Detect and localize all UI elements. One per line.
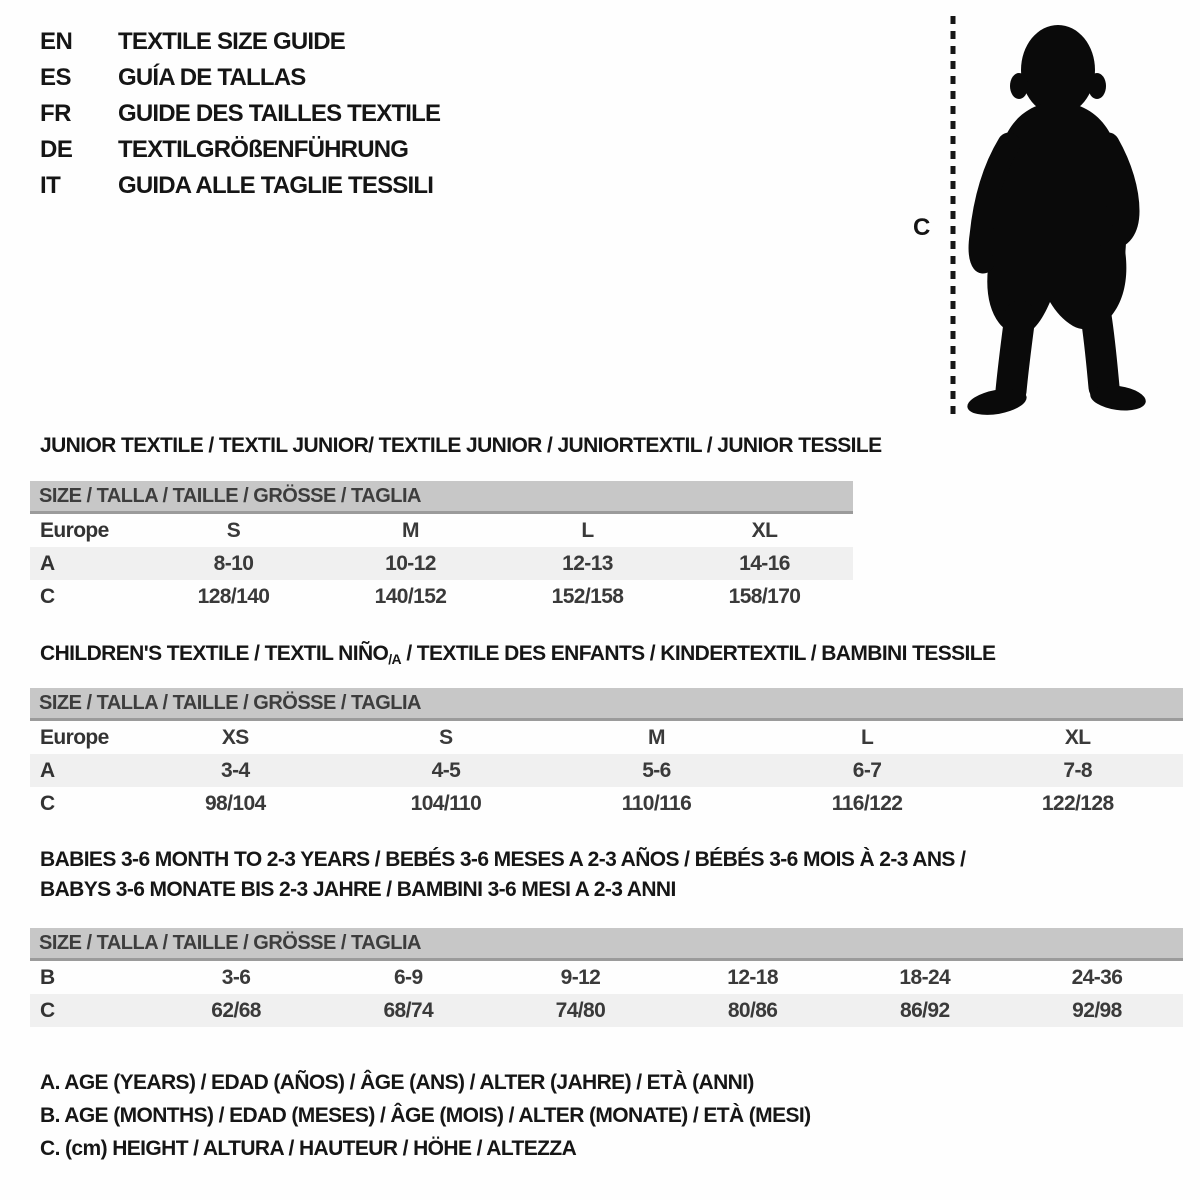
table-cell: 3-4 bbox=[221, 758, 250, 782]
table-cell: XS bbox=[221, 725, 249, 749]
table-cell: 12-18 bbox=[727, 965, 778, 989]
table-cell: 98/104 bbox=[204, 791, 266, 815]
table-cell: 158/170 bbox=[728, 584, 801, 608]
table-cell: XL bbox=[1064, 725, 1091, 749]
table-cell: 24-36 bbox=[1071, 965, 1123, 989]
row-label: B bbox=[40, 965, 55, 989]
size-header-bar: SIZE / TALLA / TAILLE / GRÖSSE / TAGLIA bbox=[30, 928, 1183, 961]
language-code: DE bbox=[40, 136, 73, 163]
table-cell: 14-16 bbox=[739, 551, 790, 575]
table-cell: 18-24 bbox=[899, 965, 951, 989]
table-cell: 6-7 bbox=[852, 758, 882, 782]
row-label: A bbox=[40, 758, 55, 782]
table-cell: 116/122 bbox=[831, 791, 903, 815]
guide-title: GUIDE DES TAILLES TEXTILE bbox=[118, 100, 441, 127]
junior-section-title: JUNIOR TEXTILE / TEXTIL JUNIOR/ TEXTILE JUNIOR / JUNIORTEXTIL / JUNIOR TESSILE bbox=[40, 434, 882, 457]
table-row bbox=[30, 754, 1183, 787]
table-cell: 62/68 bbox=[211, 998, 261, 1022]
row-label: C bbox=[40, 584, 55, 608]
table-row bbox=[30, 580, 853, 613]
babies-size-table bbox=[30, 928, 1183, 1027]
table-row bbox=[30, 514, 853, 547]
measure-c-label: C bbox=[913, 214, 931, 241]
legend bbox=[40, 1066, 811, 1165]
table-cell: 8-10 bbox=[213, 551, 254, 575]
table-cell: L bbox=[860, 725, 874, 749]
table-cell: 12-13 bbox=[562, 551, 613, 575]
language-row bbox=[40, 24, 440, 60]
babies-title-line2: BABYS 3-6 MONATE BIS 2-3 JAHRE / BAMBINI 3-6 MESI A 2-3 ANNI bbox=[40, 878, 676, 901]
row-label: A bbox=[40, 551, 55, 575]
table-row bbox=[30, 994, 1183, 1027]
babies-section-title bbox=[40, 845, 965, 905]
table-cell: 122/128 bbox=[1041, 791, 1114, 815]
size-header-bar: SIZE / TALLA / TAILLE / GRÖSSE / TAGLIA bbox=[30, 688, 1183, 721]
guide-title: TEXTILE SIZE GUIDE bbox=[118, 28, 345, 55]
table-cell: 92/98 bbox=[1072, 998, 1122, 1022]
row-label: C bbox=[40, 791, 55, 815]
table-cell: L bbox=[581, 518, 594, 542]
table-cell: XL bbox=[751, 518, 778, 542]
table-cell: 4-5 bbox=[431, 758, 461, 782]
guide-title: GUÍA DE TALLAS bbox=[118, 64, 306, 91]
height-measure-figure bbox=[905, 10, 1155, 420]
table-row bbox=[30, 787, 1183, 820]
table-cell: 5-6 bbox=[642, 758, 671, 782]
language-row bbox=[40, 60, 440, 96]
children-section-title bbox=[40, 642, 995, 667]
guide-title: TEXTILGRÖßENFÜHRUNG bbox=[118, 136, 409, 163]
legend-line-a: A. AGE (YEARS) / EDAD (AÑOS) / ÂGE (ANS) / ALTER (JAHRE) / ETÀ (ANNI) bbox=[40, 1071, 754, 1094]
language-code: IT bbox=[40, 172, 61, 199]
children-size-table bbox=[30, 688, 1183, 820]
table-cell: 74/80 bbox=[555, 998, 606, 1022]
children-title-subscript: /A bbox=[388, 651, 402, 667]
table-cell: 86/92 bbox=[899, 998, 950, 1022]
table-cell: 128/140 bbox=[197, 584, 270, 608]
table-cell: 104/110 bbox=[410, 791, 482, 815]
language-code: EN bbox=[40, 28, 73, 55]
language-header bbox=[40, 24, 440, 204]
size-header-bar: SIZE / TALLA / TAILLE / GRÖSSE / TAGLIA bbox=[30, 481, 853, 514]
babies-title-line1: BABIES 3-6 MONTH TO 2-3 YEARS / BEBÉS 3-6 MESES A 2-3 AÑOS / BÉBÉS 3-6 MOIS À 2-3 ANS / bbox=[40, 848, 966, 871]
table-cell: 80/86 bbox=[727, 998, 778, 1022]
table-row bbox=[30, 547, 853, 580]
row-label: Europe bbox=[40, 518, 109, 542]
children-title-prefix: CHILDREN'S TEXTILE / TEXTIL NIÑO bbox=[40, 642, 389, 665]
table-cell: S bbox=[439, 725, 453, 749]
language-code: ES bbox=[40, 64, 72, 91]
junior-size-table bbox=[30, 481, 853, 613]
children-title-suffix: / TEXTILE DES ENFANTS / KINDERTEXTIL / BAMBINI TESSILE bbox=[401, 642, 996, 665]
guide-title: GUIDA ALLE TAGLIE TESSILI bbox=[118, 172, 434, 199]
table-cell: 140/152 bbox=[374, 584, 447, 608]
table-row bbox=[30, 961, 1183, 994]
table-cell: 3-6 bbox=[221, 965, 251, 989]
language-code: FR bbox=[40, 100, 71, 127]
table-cell: 10-12 bbox=[385, 551, 436, 575]
table-row bbox=[30, 721, 1183, 754]
table-cell: 68/74 bbox=[383, 998, 434, 1022]
table-cell: 9-12 bbox=[560, 965, 601, 989]
row-label: Europe bbox=[40, 725, 109, 749]
table-cell: 7-8 bbox=[1063, 758, 1092, 782]
toddler-silhouette-icon bbox=[905, 10, 1155, 420]
table-cell: 152/158 bbox=[551, 584, 624, 608]
table-cell: S bbox=[226, 518, 241, 542]
table-cell: M bbox=[402, 518, 419, 542]
language-row bbox=[40, 132, 440, 168]
language-row bbox=[40, 96, 440, 132]
row-label: C bbox=[40, 998, 55, 1022]
table-cell: 6-9 bbox=[393, 965, 423, 989]
legend-line-c: C. (cm) HEIGHT / ALTURA / HAUTEUR / HÖHE / ALTEZZA bbox=[40, 1137, 577, 1160]
legend-line-b: B. AGE (MONTHS) / EDAD (MESES) / ÂGE (MOIS) / ALTER (MONATE) / ETÀ (MESI) bbox=[40, 1104, 811, 1127]
table-cell: M bbox=[648, 725, 665, 749]
table-cell: 110/116 bbox=[621, 791, 692, 815]
language-row bbox=[40, 168, 440, 204]
